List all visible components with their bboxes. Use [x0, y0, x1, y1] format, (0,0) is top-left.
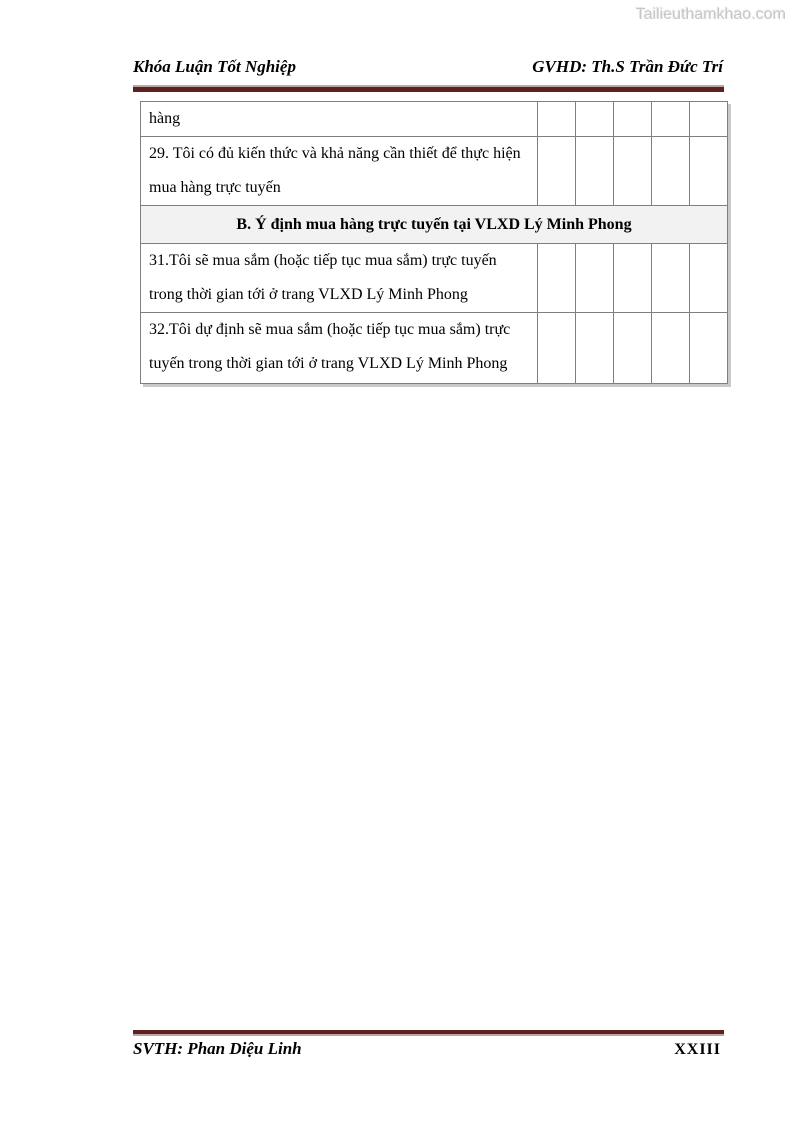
page-number: XXIII [674, 1041, 721, 1058]
rating-cell [652, 102, 690, 137]
rating-cell [652, 313, 690, 384]
footer-divider-light-line [133, 1034, 724, 1036]
question-text: 32.Tôi dự định sẽ mua sắm (hoặc tiếp tục mua sắm) trực tuyến trong thời gian tới ở trang VLXD Lý Minh Phong [141, 313, 538, 384]
header-divider-dark-line [133, 87, 724, 92]
rating-cell [652, 244, 690, 313]
rating-cell [576, 313, 614, 384]
rating-cell [690, 102, 728, 137]
table-row [141, 313, 728, 384]
rating-cell [576, 102, 614, 137]
footer-author: SVTH: Phan Diệu Linh [133, 1039, 302, 1058]
rating-cell [690, 244, 728, 313]
watermark-text: Tailieuthamkhao.com [635, 6, 786, 23]
rating-cell [614, 313, 652, 384]
header-divider [133, 85, 724, 92]
rating-cell [538, 102, 576, 137]
rating-cell [614, 137, 652, 206]
rating-cell [690, 137, 728, 206]
section-header: B. Ý định mua hàng trực tuyến tại VLXD Lý Minh Phong [141, 206, 728, 244]
table-row [141, 137, 728, 206]
rating-cell [690, 313, 728, 384]
rating-cell [614, 244, 652, 313]
header-title: Khóa Luận Tốt Nghiệp [133, 57, 296, 76]
question-text: hàng [141, 102, 538, 137]
table-row [141, 244, 728, 313]
table-row [141, 102, 728, 137]
rating-cell [538, 244, 576, 313]
question-text: 31.Tôi sẽ mua sắm (hoặc tiếp tục mua sắm) trực tuyến trong thời gian tới ở trang VLXD Lý Minh Phong [141, 244, 538, 313]
rating-cell [652, 137, 690, 206]
page-header [133, 57, 723, 77]
table-section-row [141, 206, 728, 244]
rating-cell [614, 102, 652, 137]
header-supervisor: GVHD: Th.S Trần Đức Trí [532, 57, 723, 76]
footer-divider [133, 1030, 724, 1036]
page-footer [133, 1039, 721, 1059]
rating-cell [538, 137, 576, 206]
rating-cell [576, 137, 614, 206]
question-text: 29. Tôi có đủ kiến thức và khả năng cần thiết để thực hiện mua hàng trực tuyến [141, 137, 538, 206]
rating-cell [538, 313, 576, 384]
survey-table [140, 101, 728, 384]
rating-cell [576, 244, 614, 313]
